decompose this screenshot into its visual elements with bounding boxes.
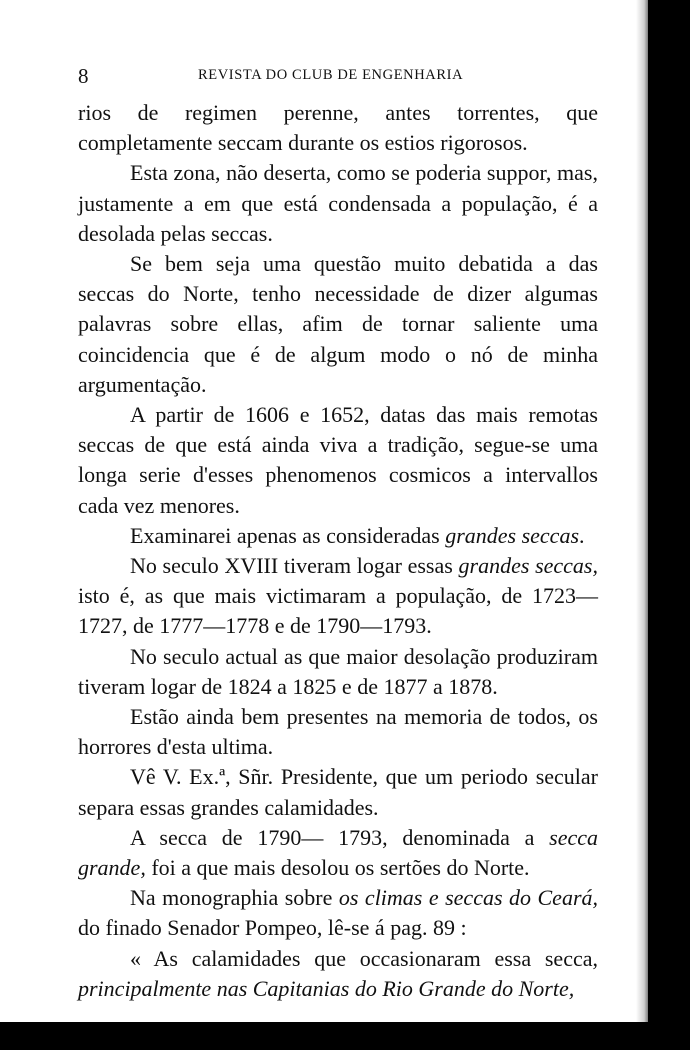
body-text bbox=[78, 98, 598, 1004]
paragraph bbox=[78, 400, 598, 521]
paragraph-text: No seculo actual as que maior desolação produziram tiveram logar de 1824 a 1825 e de 1877 a 1878. bbox=[78, 643, 598, 699]
paragraph-italic: os climas e seccas do Ceará, bbox=[338, 885, 599, 911]
paragraph-italic: grandes seccas, bbox=[458, 553, 598, 579]
paragraph bbox=[78, 823, 598, 883]
paragraph-text: No seculo XVIII tiveram logar essas bbox=[130, 553, 453, 579]
paragraph-text: rios de regimen perenne, antes torrentes, que completamente seccam durante os estios rigorosos. bbox=[78, 100, 598, 156]
paragraph-text: Vê V. Ex.ª, Sñr. Presidente, que um periodo secular separa essas grandes calamidades. bbox=[78, 764, 598, 820]
paragraph bbox=[78, 98, 598, 158]
paragraph-italic: principalmente nas Capitanias do Rio Grande do Norte, bbox=[78, 975, 575, 1001]
paragraph-text-after: . bbox=[579, 522, 585, 548]
paragraph bbox=[78, 944, 598, 1004]
paragraph bbox=[78, 551, 598, 642]
paragraph-text: Na monographia sobre bbox=[130, 885, 333, 911]
paragraph bbox=[78, 521, 598, 551]
running-head: REVISTA DO CLUB DE ENGENHARIA bbox=[198, 67, 464, 83]
paragraph bbox=[78, 762, 598, 822]
paragraph bbox=[78, 158, 598, 249]
paragraph-text-after: do finado Senador Pompeo, lê-se á pag. 89 : bbox=[78, 915, 467, 941]
paragraph-text-after: foi a que mais desolou os sertões do Norte. bbox=[151, 855, 530, 881]
paragraph-text: Esta zona, não deserta, como se poderia suppor, mas, justamente a em que está condensada a população, é a desolada pelas seccas. bbox=[78, 160, 598, 246]
paragraph-text: Examinarei apenas as consideradas bbox=[130, 522, 440, 548]
paragraph-text: A secca de 1790— 1793, denominada a bbox=[130, 824, 535, 850]
page-number: 8 bbox=[78, 64, 89, 88]
page-edge bbox=[648, 0, 690, 1050]
paragraph-text-after: isto é, as que mais victimaram a população, de 1723—1727, de 1777—1778 e de 1790—1793. bbox=[78, 583, 598, 639]
paragraph bbox=[78, 883, 598, 943]
paragraph-italic: grandes seccas bbox=[445, 522, 580, 548]
page-header bbox=[78, 60, 618, 90]
paragraph-text: A partir de 1606 e 1652, datas das mais remotas seccas de que está ainda viva a tradição, segue-se uma longa serie d'esses phenomenos cosmicos a intervallos cada vez menores. bbox=[78, 402, 598, 518]
paragraph-text: « As calamidades que occasionaram essa secca, bbox=[130, 945, 598, 971]
paragraph bbox=[78, 642, 598, 702]
paragraph-italic: secca grande, bbox=[78, 824, 599, 881]
paragraph-text: Estão ainda bem presentes na memoria de todos, os horrores d'esta ultima. bbox=[78, 704, 598, 760]
paragraph bbox=[78, 249, 598, 400]
paragraph bbox=[78, 702, 598, 762]
bottom-edge bbox=[0, 1022, 690, 1050]
paragraph-text: Se bem seja uma questão muito debatida a das seccas do Norte, tenho necessidade de dizer algumas palavras sobre ellas, afim de tornar saliente uma coincidencia que é de algum modo o nó de minha argumentação. bbox=[78, 251, 598, 397]
